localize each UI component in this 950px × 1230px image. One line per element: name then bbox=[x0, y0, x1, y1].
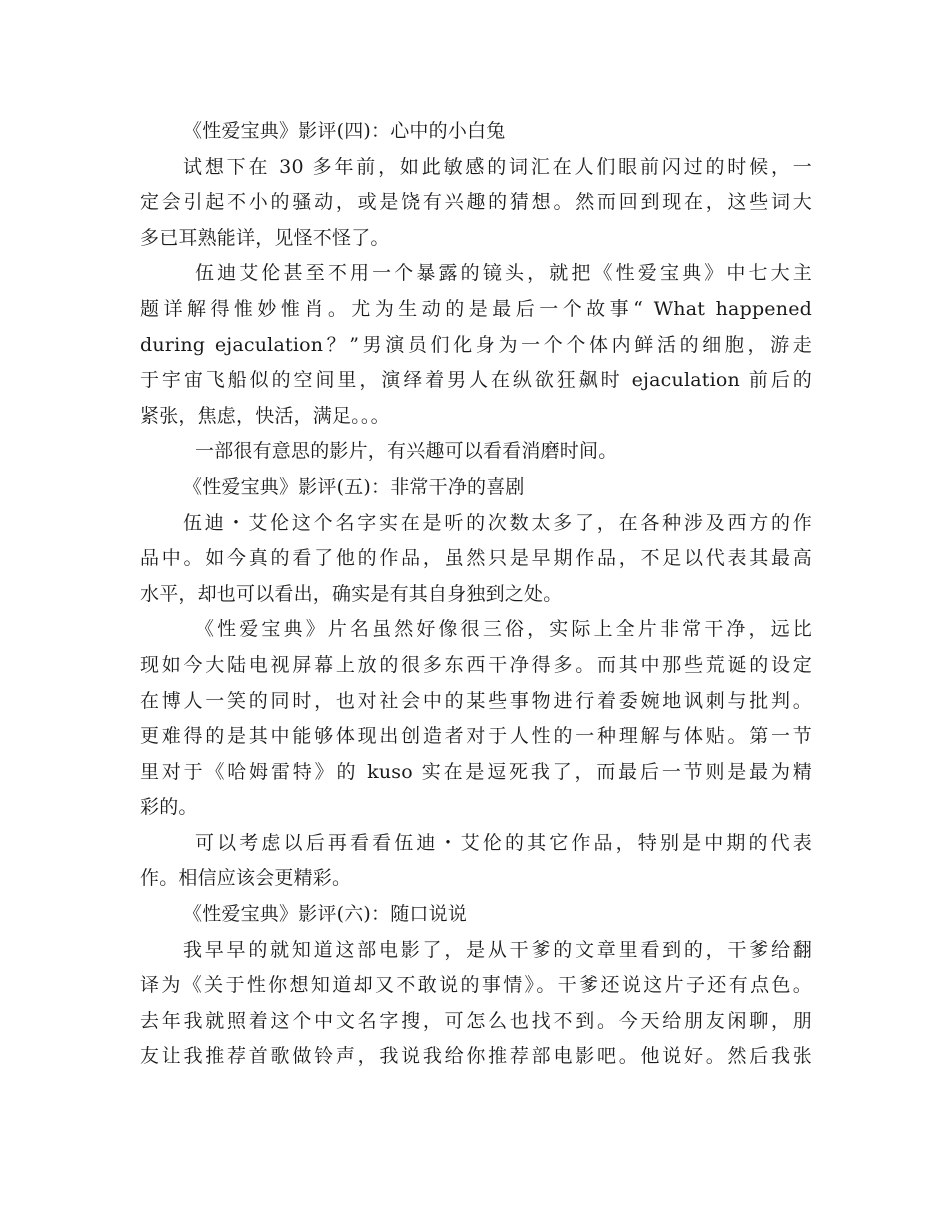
text-line: 品中。如今真的看了他的作品，虽然只是早期作品，不足以代表其最高 bbox=[140, 547, 812, 570]
text-line: 紧张，焦虑，快活，满足。。。 bbox=[140, 404, 390, 427]
text-line: 里对于《哈姆雷特》的 kuso 实在是逗死我了，而最后一节则是最为精 bbox=[140, 760, 812, 783]
text-line: 作。相信应该会更精彩。 bbox=[140, 867, 352, 890]
text-line: 题详解得惟妙惟肖。尤为生动的是最后一个故事“ What happened bbox=[140, 297, 812, 320]
text-line: 一部很有意思的影片，有兴趣可以看看消磨时间。 bbox=[195, 440, 618, 463]
text-line: 伍迪・艾伦这个名字实在是听的次数太多了，在各种涉及西方的作 bbox=[183, 511, 812, 534]
heading-review-6: 《性爱宝典》影评(六)：随口说说 bbox=[183, 903, 468, 926]
text-line: 在博人一笑的同时，也对社会中的某些事物进行着委婉地讽刺与批判。 bbox=[140, 689, 812, 712]
text-line: 于宇宙飞船似的空间里，演绎着男人在纵欲狂飙时 ejaculation 前后的 bbox=[140, 369, 812, 392]
heading-review-5: 《性爱宝典》影评(五)：非常干净的喜剧 bbox=[183, 475, 525, 498]
text-line: 定会引起不小的骚动，或是饶有兴趣的猜想。然而回到现在，这些词大 bbox=[140, 191, 812, 214]
text-line: 试想下在 30 多年前，如此敏感的词汇在人们眼前闪过的时候，一 bbox=[183, 155, 812, 178]
text-line: 多已耳熟能详，见怪不怪了。 bbox=[140, 226, 390, 249]
text-line: 去年我就照着这个中文名字搜，可怎么也找不到。今天给朋友闲聊，朋 bbox=[140, 1009, 812, 1032]
text-line: during ejaculation？”男演员们化身为一个个体内鲜活的细胞，游走 bbox=[140, 333, 812, 356]
text-line: 友让我推荐首歌做铃声，我说我给你推荐部电影吧。他说好。然后我张 bbox=[140, 1045, 812, 1068]
text-line: 彩的。 bbox=[140, 796, 198, 819]
text-line: 更难得的是其中能够体现出创造者对于人性的一种理解与体贴。第一节 bbox=[140, 725, 812, 748]
text-line: 译为《关于性你想知道却又不敢说的事情》。干爹还说这片子还有点色。 bbox=[140, 974, 812, 997]
text-line: 水平，却也可以看出，确实是有其自身独到之处。 bbox=[140, 582, 563, 605]
text-line: 《性爱宝典》片名虽然好像很三俗，实际上全片非常干净，远比 bbox=[195, 618, 812, 641]
text-line: 可以考虑以后再看看伍迪・艾伦的其它作品，特别是中期的代表 bbox=[195, 831, 812, 854]
text-line: 我早早的就知道这部电影了，是从干爹的文章里看到的，干爹给翻 bbox=[183, 938, 812, 961]
text-line: 伍迪艾伦甚至不用一个暴露的镜头，就把《性爱宝典》中七大主 bbox=[195, 262, 812, 285]
heading-review-4: 《性爱宝典》影评(四)：心中的小白兔 bbox=[183, 120, 506, 142]
document-body bbox=[140, 114, 812, 1075]
text-line: 现如今大陆电视屏幕上放的很多东西干净得多。而其中那些荒诞的设定 bbox=[140, 653, 812, 676]
